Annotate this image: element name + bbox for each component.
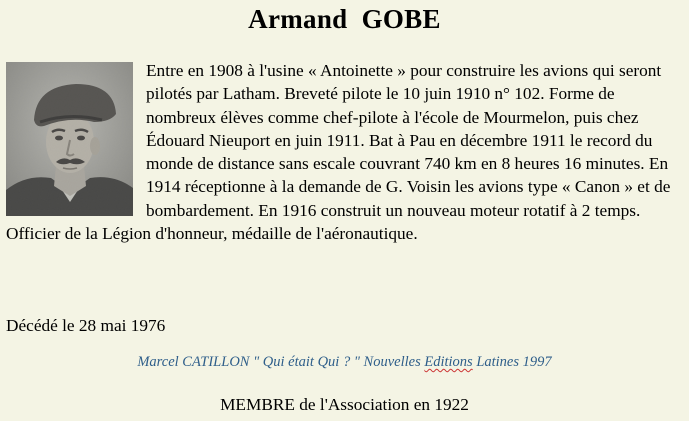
source-citation <box>0 354 689 371</box>
biography-paragraph <box>6 59 682 245</box>
page-title: Armand GOBE <box>248 4 441 34</box>
membership-line: MEMBRE de l'Association en 1922 <box>220 395 469 414</box>
biography-text: Entre en 1908 à l'usine « Antoinette » pour construire les avions qui seront pilotés par Latham. Breveté pilote le 10 juin 1910 n° 102. Forme de nombreux élèves comme chef-pilote à l'école de Mourmelon, puis chez Édouard Nieuport en juin 1911. Bat à Pau en décembre 1911 le record du monde de distance sans escale couvrant 740 km en 8 heures 16 minutes. En 1914 réceptionne à la demande de G. Voisin les avions type « Canon » et de bombardement. En 1916 construit un nouveau moteur rotatif à 2 temps. Officier de la Légion d'honneur, médaille de l'aéronautique. <box>6 61 671 244</box>
source-citation-end: Latines 1997 <box>472 354 552 370</box>
source-citation-underlined: Editions <box>424 354 473 370</box>
death-date: Décédé le 28 mai 1976 <box>6 316 166 335</box>
source-citation-start: Marcel CATILLON " Qui était Qui ? " Nouvelles <box>137 354 425 370</box>
